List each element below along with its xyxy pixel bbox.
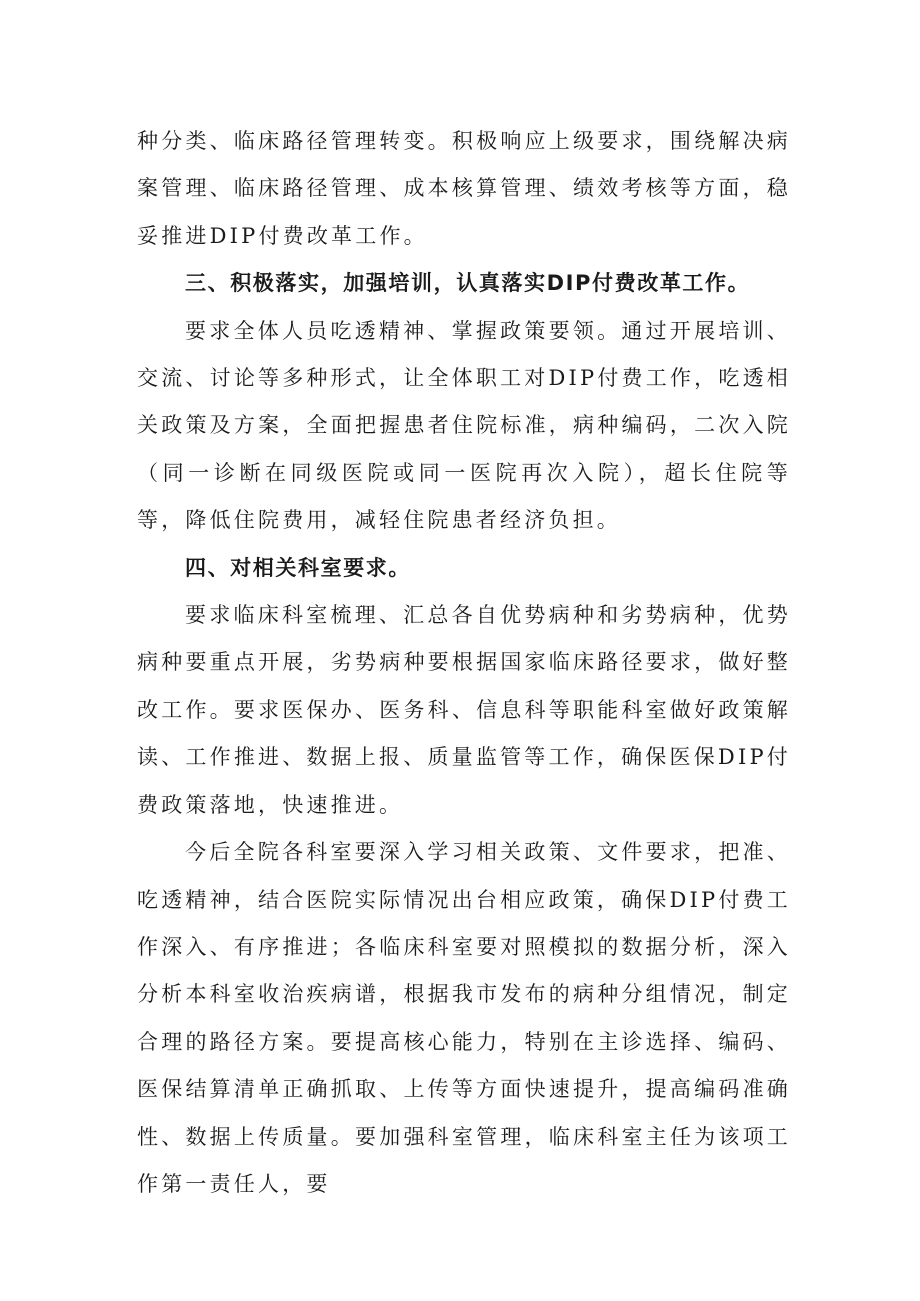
section-heading-4: 四、对相关科室要求。 xyxy=(185,555,411,580)
paragraph-training: 要求全体人员吃透精神、掌握政策要领。通过开展培训、交流、讨论等多种形式，让全体职工对DIP付费工作，吃透相关政策及方案，全面把握患者住院标准，病种编码，二次入院（同一诊断在同级医院或同一医院再次入院），超长住院等等，降低住院费用，减轻住院患者经济负担。 xyxy=(137,318,791,533)
document-body xyxy=(137,118,791,1208)
section-heading-3: 三、积极落实，加强培训，认真落实DIP付费改革工作。 xyxy=(185,271,751,296)
paragraph-continuation: 种分类、临床路径管理转变。积极响应上级要求，围绕解决病案管理、临床路径管理、成本核算管理、绩效考核等方面，稳妥推进DIP付费改革工作。 xyxy=(137,129,791,248)
paragraph-department-requirements: 要求临床科室梳理、汇总各自优势病种和劣势病种，优势病种要重点开展，劣势病种要根据国家临床路径要求，做好整改工作。要求医保办、医务科、信息科等职能科室做好政策解读、工作推进、数据上报、质量监管等工作，确保医保DIP付费政策落地，快速推进。 xyxy=(137,603,791,817)
paragraph-future-work: 今后全院各科室要深入学习相关政策、文件要求，把准、吃透精神，结合医院实际情况出台相应政策，确保DIP付费工作深入、有序推进；各临床科室要对照模拟的数据分析，深入分析本科室收治疾病谱，根据我市发布的病种分组情况，制定合理的路径方案。要提高核心能力，特别在主诊选择、编码、医保结算清单正确抓取、上传等方面快速提升，提高编码准确性、数据上传质量。要加强科室管理，临床科室主任为该项工作第一责任人，要 xyxy=(137,840,791,1196)
